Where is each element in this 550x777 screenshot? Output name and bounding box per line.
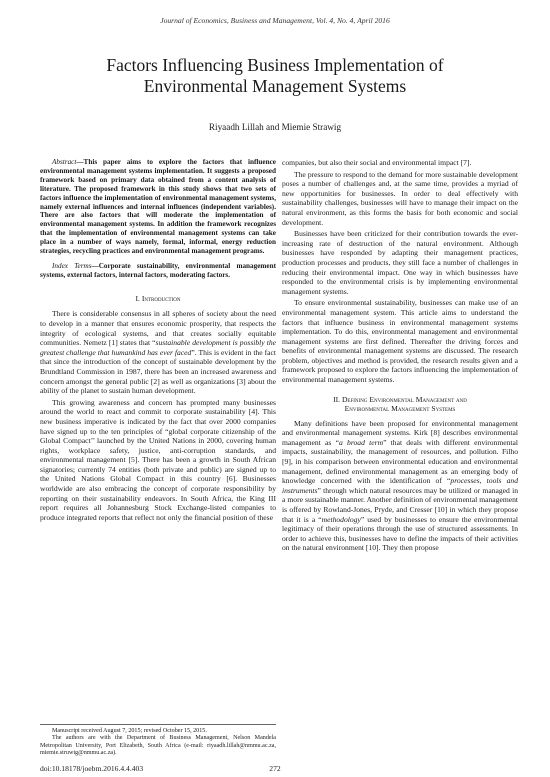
intro-paragraph-2: This growing awareness and concern has prompted many businesses around the world to react and commit to corporate sustainability [4]. This new business imperative is indicated by the fact that over 2000 companies have signed up to the ten principles of “global corporate citizenship of the Global Compact’’ launched by the United Nations in 2000, covering human rights, workplace safety, justice, anti-corruption standards, and environmental management [5]. There has been a growth in South African signatories; currently 74 entities (both private and public) are signed up to the United Nations Global Compact in this country [6]. Businesses worldwide are also embracing the concept of corporate responsibility by reporting on their sustainability endeavors. In South Africa, the King III report requires all Johannesburg Stock Exchange-listed companies to produce integrated reports that reflect not only the financial position of these xyxy=(40,397,276,522)
right-paragraph-5 xyxy=(282,419,518,553)
p5-quote-3: methodology xyxy=(321,514,361,524)
intro-p1-text-b: ”. This is evident in the fact that since the introduction of the concept of sustainable development by the Brundtland Commission in 1987, there has been an increased awareness and concern amongst the general public [2] as well as organizations [3] about the ability of the planet to sustain human development. xyxy=(40,347,276,396)
footnotes xyxy=(40,724,276,757)
p5-text-d: ” used by businesses to ensure the environmental legitimacy of their operations through the use of structured assessments. In order to achieve this, businesses have to define the impacts of their activities on the natural environment [10]. They then propose xyxy=(282,514,518,553)
page-number: 272 xyxy=(269,764,281,773)
right-paragraph-1: companies, but also their social and environmental impact [7]. xyxy=(282,158,472,167)
p5-text-b: ” that deals with different environmental impacts, sustainability, the management of resources, and pollution. Filho [9], in his comparison between environmental education and environmental management, defined environmental management as an emerging body of knowledge concerned with the identification of “ xyxy=(282,437,519,486)
right-paragraph-4: To ensure environmental sustainability, businesses can make use of an environmental management system. This article aims to understand the factors that influence business in environmental management systems implementation. To do this, environmental management and environmental management systems are first defined. Thereafter the driving forces and benefits of environmental management systems are discussed. The research problem, objectives and method is provided, the research results given and a framework proposed to explore the factors influencing the implementation of environmental management systems. xyxy=(282,298,518,385)
abstract xyxy=(40,158,276,256)
left-column xyxy=(40,158,276,524)
paper-title xyxy=(40,55,510,97)
p5-text-a: Many definitions have been proposed for environmental management and environmental management systems. Kirk [8] describes environmental management as “ xyxy=(282,418,518,447)
title-line-1: Factors Influencing Business Implementation of xyxy=(106,55,444,75)
section2-heading-line-1: II. Defining Environmental Management and xyxy=(333,394,467,404)
abstract-text: —This paper aims to explore the factors that influence environmental management systems implementation. It suggests a proposed framework based on primary data obtained from a content analysis of literature. The proposed framework in this study shows that two sets of factors influence the implementation of environmental management systems, namely external influences and internal influences (independent variables). There are also factors that will moderate the implementation of environmental management systems. In addition the framework recognizes that the implementation of environmental management systems can take place in a number of ways namely, formal, informal, energy reduction strategies, recycling practices and environmental management programs. xyxy=(40,158,276,256)
section-heading-introduction: I. Introduction xyxy=(135,293,181,303)
index-terms-text: —Corporate sustainability, environmental management systems, external factors, internal factors, moderating factors. xyxy=(40,261,276,279)
p5-quote-1: a broad term xyxy=(338,437,384,447)
intro-p1-quote: sustainable development is possibly the greatest challenge that humankind has ever faced xyxy=(40,338,277,357)
title-line-2: Environmental Management Systems xyxy=(143,76,407,96)
abstract-label: Abstract xyxy=(52,158,77,166)
p5-text-c: ” through which natural resources may be utilized or managed in a more sustainable manner. Another definition of environmental management is offered by Rowland-Jones, Pryde, and Cresser [10] in which they propose that it is a “ xyxy=(282,485,518,524)
right-paragraph-2: The pressure to respond to the demand for more sustainable development poses a number of challenges and, at the same time, provides a myriad of new opportunities for businesses. In order to deal effectively with sustainability challenges, businesses will have to manage their impact on the natural environment, as this forms the basis for both economic and social development. xyxy=(282,169,518,227)
index-terms-label: Index Terms xyxy=(52,261,92,270)
intro-paragraph-1 xyxy=(40,309,276,395)
intro-p1-text-a: There is considerable consensus in all spheres of society about the need to develop in a manner that ensures economic prosperity, that respects the integrity of ecological systems, and that creates socially equitable communities. Nemetz [1] states that “ xyxy=(40,309,276,348)
journal-header: Journal of Economics, Business and Management, Vol. 4, No. 4, April 2016 xyxy=(160,16,390,25)
authors: Riyaadh Lillah and Miemie Strawig xyxy=(208,122,342,132)
footnote-affiliation: The authors are with the Department of Business Management, Nelson Mandela Metropolitan University, Port Elizabeth, South Africa (e-mail: riyaadh.lillah@nmmu.ac.za, miemie.struwig@nmmu.ac.za). xyxy=(40,735,276,756)
p5-quote-2: processes, tools and instruments xyxy=(282,476,518,495)
section-heading-definitions xyxy=(282,395,518,413)
footnote-received: Manuscript received August 7, 2015; revised October 15, 2015. xyxy=(52,728,207,734)
right-column xyxy=(282,158,518,555)
index-terms xyxy=(40,262,276,280)
section2-heading-line-2: Environmental Management Systems xyxy=(344,403,456,413)
right-paragraph-3: Businesses have been criticized for their contribution towards the ever-increasing rate of destruction of the natural environment. Although businesses have responded by adapting their management practices, production processes and products, they still face a number of challenges in reducing their environmental impact. One way in which businesses have responded to the environmental crisis is by implementing environmental management systems. xyxy=(282,229,518,296)
doi: doi:10.18178/joebm.2016.4.4.403 xyxy=(40,764,144,773)
